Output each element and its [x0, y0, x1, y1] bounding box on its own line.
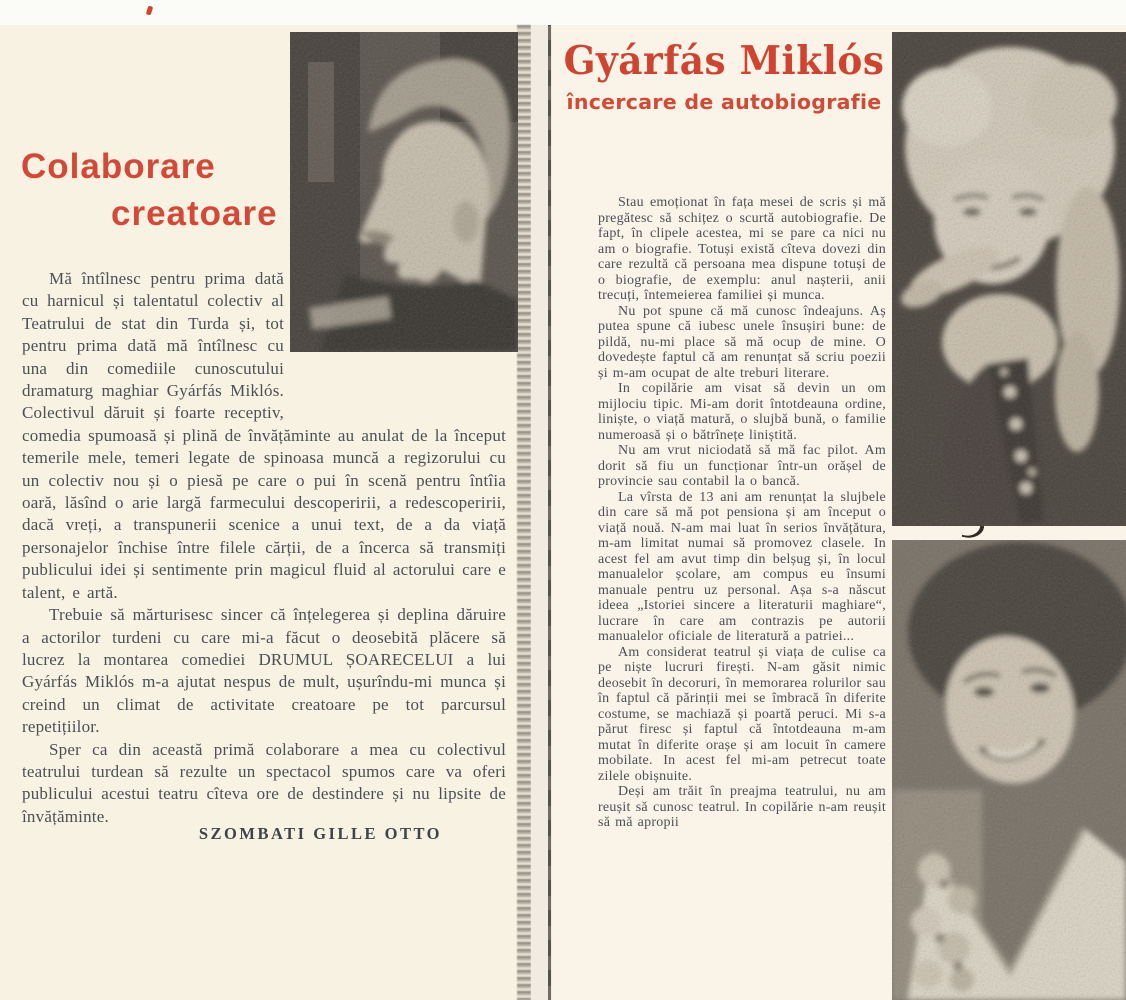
right-paragraph-4: Nu am vrut niciodată să mă fac pilot. Am dorit să fiu un funcționar într-un orășel de provincie sau contabil la o bancă. — [598, 443, 886, 489]
scan-edge-top — [0, 0, 1126, 26]
left-paragraph-3: Sper ca din această primă colaborare a mea cu colectivul teatrului turdean să rezulte un spectacol spumos care va oferi publicului acestui teatru cîteva ore de destindere și nu lipsite de învățăminte. — [22, 739, 506, 826]
author-signature: SZOMBATI GILLE OTTO — [198, 824, 442, 843]
right-body-text — [598, 195, 886, 831]
actress-blonde-wig-portrait-photo — [892, 32, 1126, 526]
photo-wrap-spacer — [284, 268, 506, 404]
left-page-title — [21, 143, 278, 237]
left-body-text — [22, 268, 506, 828]
right-paragraph-5: La vîrsta de 13 ani am renunțat la slujbele din care să mă pot pensiona și am început o viață nouă. N-am mai luat în serios învățătura, m-am limitat numai să promovez clasele. In acest fel am avut timp din belșug și, în locul manualelor școlare, am compus eu însumi manuale pentru uz personal. Așa s-a născut ideea „Istoriei sincere a literaturii maghiare“, lucrare în care am contrazis pe autorii manualelor oficiale de literatură a patriei... — [598, 489, 886, 644]
right-page-subtitle: încercare de autobiografie — [566, 90, 882, 114]
right-paragraph-6: Am considerat teatrul și viața de culise ca pe niște lucruri firești. N-am găsit nimic deosebit în decoruri, în memorarea rolurilor sau în faptul că părinții mei se îmbracă în diferite costume, se machiază și poartă peruci. Mi s-a părut firesc și faptul că întotdeauna m-am mutat în diferite orașe și am locuit în camere mobilate. In acest fel mi-am petrecut toate zilele obișnuite. — [598, 644, 886, 784]
actress-smiling-portrait-photo — [892, 540, 1126, 1000]
page-fold-line — [548, 25, 551, 1000]
right-page-title: Gyárfás Miklós — [563, 38, 885, 84]
left-title-line1: Colaborare — [21, 147, 216, 186]
page-edge-halftone-strip — [517, 25, 531, 1000]
right-paragraph-2: Nu pot spune că mă cunosc îndeajuns. Aș putea spune că iubesc unele însușiri bune: de pildă, nu-mi place să mă ocup de mine. O dovedește faptul că am renunțat să scriu poezii și m-am ocupat de alte treburi literare. — [598, 303, 886, 381]
left-title-line2: creatoare — [111, 194, 278, 233]
right-paragraph-7: Deși am trăit în preajma teatrului, nu am reușit să cunosc teatrul. In copilărie n-am reușit să mă apropii — [598, 784, 886, 830]
right-paragraph-1: Stau emoționat în fața mesei de scris și mă pregătesc să schițez o scurtă autobiografie. De fapt, în clipele acestea, mi se pare ca nici nu am o biografie. Totuși există cîteva dovezi din care rezultă că persoana mea dispune totuși de o biografie, de exemplu: anul nașterii, anii trecuți, întemeierea familiei și munca. — [598, 195, 886, 303]
right-paragraph-3: In copilărie am visat să devin un om mijlociu tipic. Mi-am dorit întotdeauna ordine, liniște, o viață matură, o slujbă bună, o familie numeroasă și o bătrînețe liniștită. — [598, 381, 886, 443]
left-paragraph-1: Mă întîlnesc pentru prima dată cu harnicul și talentatul colectiv al Teatrului de stat din Turda și, tot pentru prima dată mă întîlnesc cu una din comediile cunoscutului dramaturg maghiar Gyárfás Miklós. Colectivul dăruit și foarte receptiv, comedia spumoasă și plină de învățăminte au anulat de la început temerile mele, temeri legate de spinoasa muncă a regizorului cu un colectiv nou și o piesă pe care o pui în scenă pentru întîia oară, lăsînd o arie largă farmecului descoperirii, a redescoperirii, dacă vreți, a transpunerii scenice a unui text, de a da viață personajelor închise între filele cărții, de a încerca să transmiți publicului idei și sentimente prin magicul fluid al actorului care e talent, e artă. — [22, 269, 506, 602]
left-paragraph-2: Trebuie să mărturisesc sincer că înțelegerea și deplina dăruire a actorilor turdeni cu care mi-a făcut o deosebită plăcere să lucrez la montarea comediei DRUMUL ȘOARECELUI a lui Gyárfás Miklós m-a ajutat nespus de mult, ușurîndu-mi munca și creind un climat de activitate creatoare pe tot parcursul repetițiilor. — [22, 605, 506, 737]
